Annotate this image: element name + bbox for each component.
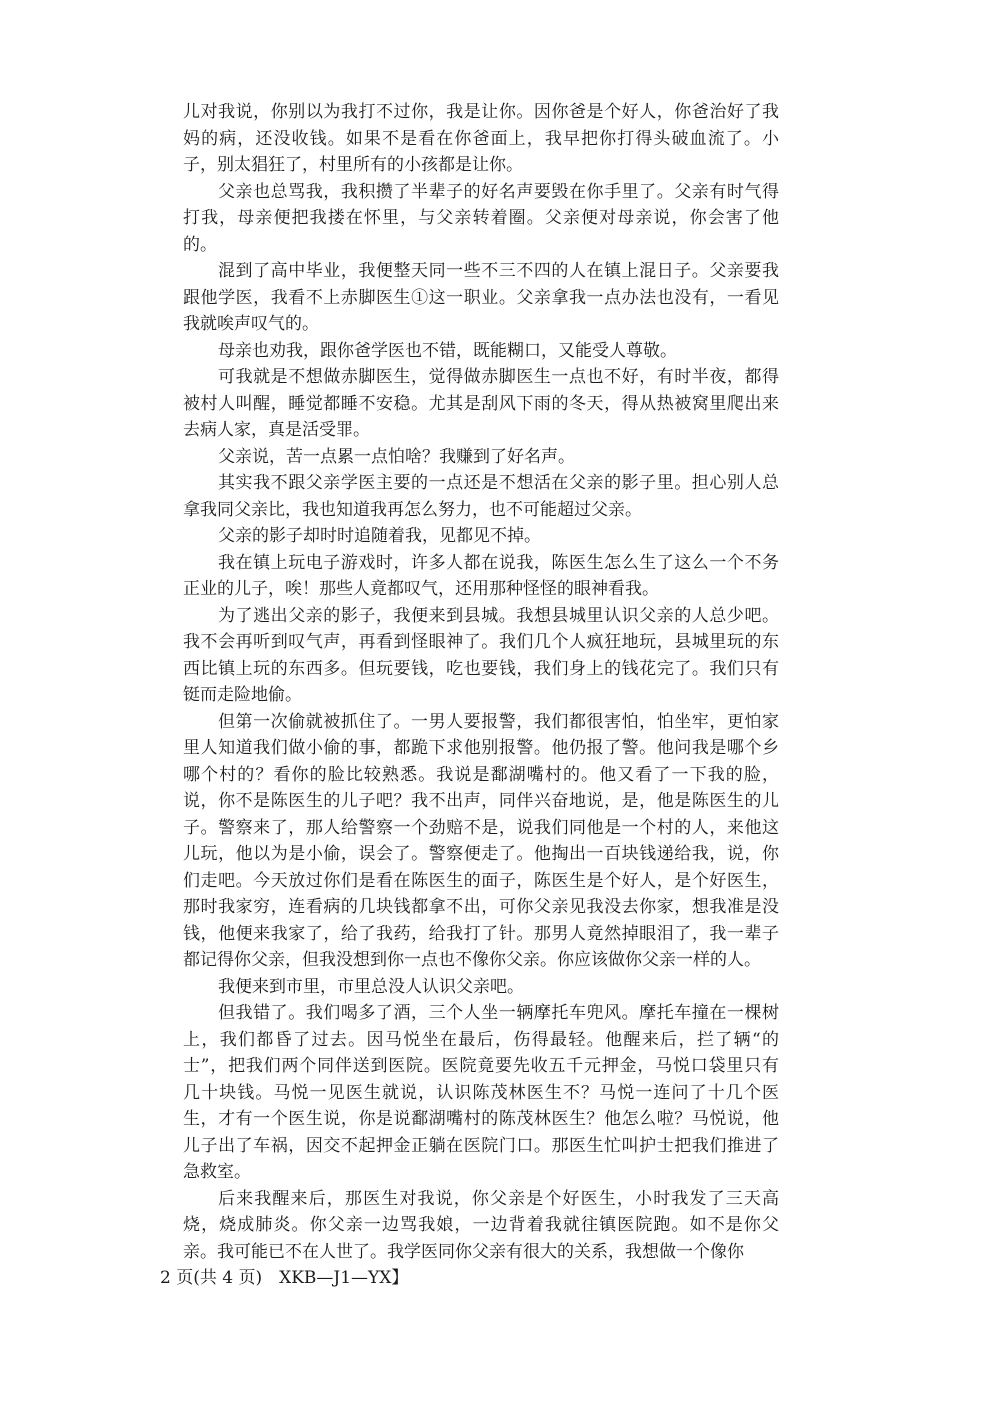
paragraph [183, 99, 779, 179]
text-line: 我就唉声叹气的。 [183, 314, 319, 334]
paragraph [183, 470, 779, 523]
text-line: 里人知道我们做小偷的事，都跪下求他别报警。他仍报了警。他问我是哪个乡 [183, 738, 779, 758]
text-line: 们走吧。今天放过你们是看在陈医生的面子，陈医生是个好人，是个好医生， [183, 870, 779, 891]
text-line: 西比镇上玩的东西多。但玩要钱，吃也要钱，我们身上的钱花完了。我们只有 [183, 658, 779, 679]
text-line: 子。警察来了，那人给警察一个劲赔不是，说我们同他是一个村的人，来他这 [183, 817, 779, 838]
text-line: 父亲的影子却时时追随着我，见都见不掉。 [218, 526, 541, 546]
text-line: 但我错了。我们喝多了酒，三个人坐一辆摩托车兜风。摩托车撞在一棵树 [218, 1003, 779, 1023]
text-line: 都记得你父亲，但我没想到你一点也不像你父亲。你应该做你父亲一样的人。 [183, 950, 761, 970]
text-line: 儿对我说，你别以为我打不过你，我是让你。因你爸是个好人，你爸治好了我 [183, 102, 779, 122]
text-line: 上，我们都昏了过去。因马悦坐在最后，伤得最轻。他醒来后，拦了辆“的 [183, 1029, 779, 1050]
text-line: 几十块钱。马悦一见医生就说，认识陈茂林医生不？马悦一连问了十几个医 [183, 1082, 779, 1103]
text-line: 跟他学医，我看不上赤脚医生①这一职业。父亲拿我一点办法也没有，一看见 [183, 287, 779, 308]
text-line: 父亲说，苦一点累一点怕啥？我赚到了好名声。 [218, 446, 575, 467]
text-line: 说，你不是陈医生的儿子吧？我不出声，同伴兴奋地说，是，他是陈医生的儿 [183, 791, 779, 811]
text-line: 铤而走险地偷。 [183, 685, 302, 705]
text-line: 混到了高中毕业，我便整天同一些不三不四的人在镇上混日子。父亲要我 [218, 261, 779, 281]
text-line: 儿玩，他以为是小偷，误会了。警察便走了。他掏出一百块钱递给我，说，你 [183, 844, 779, 864]
text-line: 子，别太猖狂了，村里所有的小孩都是让你。 [183, 155, 523, 175]
text-line: 那时我家穷，连看病的几块钱都拿不出，可你父亲见我没去你家，想我准是没 [183, 897, 779, 917]
text-line: 我不会再听到叹气声，再看到怪眼神了。我们几个人疯狂地玩，县城里玩的东 [183, 632, 779, 652]
paragraph [183, 523, 779, 550]
text-line: 急救室。 [183, 1162, 251, 1182]
paragraph [183, 709, 779, 974]
text-line: 母亲也劝我，跟你爸学医也不错，既能糊口，又能受人尊敬。 [218, 340, 677, 361]
paragraph [183, 603, 779, 709]
text-line: 后来我醒来后，那医生对我说，你父亲是个好医生，小时我发了三天高 [218, 1188, 779, 1209]
text-line: 为了逃出父亲的影子，我便来到县城。我想县城里认识父亲的人总少吧。 [218, 605, 779, 626]
text-line: 烧，烧成肺炎。你父亲一边骂我娘，一边背着我就往镇医院跑。如不是你父 [183, 1215, 779, 1235]
text-line: 被村人叫醒，睡觉都睡不安稳。尤其是刮风下雨的冬天，得从热被窝里爬出来 [183, 393, 779, 414]
text-line: 钱，他便来我家了，给了我药，给我打了针。那男人竟然掉眼泪了，我一辈子 [183, 923, 779, 944]
paragraph [183, 338, 779, 365]
text-line: 拿我同父亲比，我也知道我再怎么努力，也不可能超过父亲。 [183, 499, 642, 520]
text-line: 但第一次偷就被抓住了。一男人要报警，我们都很害怕，怕坐牢，更怕家 [218, 711, 779, 732]
text-line: 正业的儿子，唉！那些人竟都叹气，还用那种怪怪的眼神看我。 [183, 579, 659, 599]
paragraph [183, 179, 779, 259]
text-line: 其实我不跟父亲学医主要的一点还是不想活在父亲的影子里。担心别人总 [218, 473, 779, 493]
text-line: 的。 [183, 234, 217, 255]
text-line: 妈的病，还没收钱。如果不是看在你爸面上，我早把你打得头破血流了。小 [183, 128, 779, 149]
document-body [183, 99, 779, 1265]
text-line: 生，才有一个医生说，你是说鄱湖嘴村的陈茂林医生？他怎么啦？马悦说，他 [183, 1109, 779, 1129]
paragraph [183, 1186, 779, 1266]
paragraph [183, 364, 779, 444]
text-line: 可我就是不想做赤脚医生，觉得做赤脚医生一点也不好，有时半夜，都得 [218, 367, 779, 387]
page-footer: 2 页(共 4 页) XKB—J1—YX】 [160, 1268, 409, 1288]
paragraph [183, 550, 779, 603]
paragraph [183, 974, 779, 1001]
paragraph [183, 258, 779, 338]
text-line: 儿子出了车祸，因交不起押金正躺在医院门口。那医生忙叫护士把我们推进了 [183, 1135, 779, 1156]
text-line: 亲。我可能已不在人世了。我学医同你父亲有很大的关系，我想做一个像你 [183, 1241, 744, 1262]
text-line: 我便来到市里，市里总没人认识父亲吧。 [218, 976, 524, 997]
paragraph [183, 1000, 779, 1186]
text-line: 我在镇上玩电子游戏时，许多人都在说我，陈医生怎么生了这么一个不务 [218, 552, 779, 573]
text-line: 父亲也总骂我，我积攒了半辈子的好名声要毁在你手里了。父亲有时气得 [218, 181, 779, 202]
paragraph [183, 444, 779, 471]
text-line: 哪个村的？看你的脸比较熟悉。我说是鄱湖嘴村的。他又看了一下我的脸， [183, 764, 779, 785]
text-line: 去病人家，真是活受罪。 [183, 420, 370, 440]
text-line: 打我，母亲便把我搂在怀里，与父亲转着圈。父亲便对母亲说，你会害了他 [183, 208, 779, 228]
text-line: 士”，把我们两个同伴送到医院。医院竟要先收五千元押金，马悦口袋里只有 [183, 1056, 779, 1076]
